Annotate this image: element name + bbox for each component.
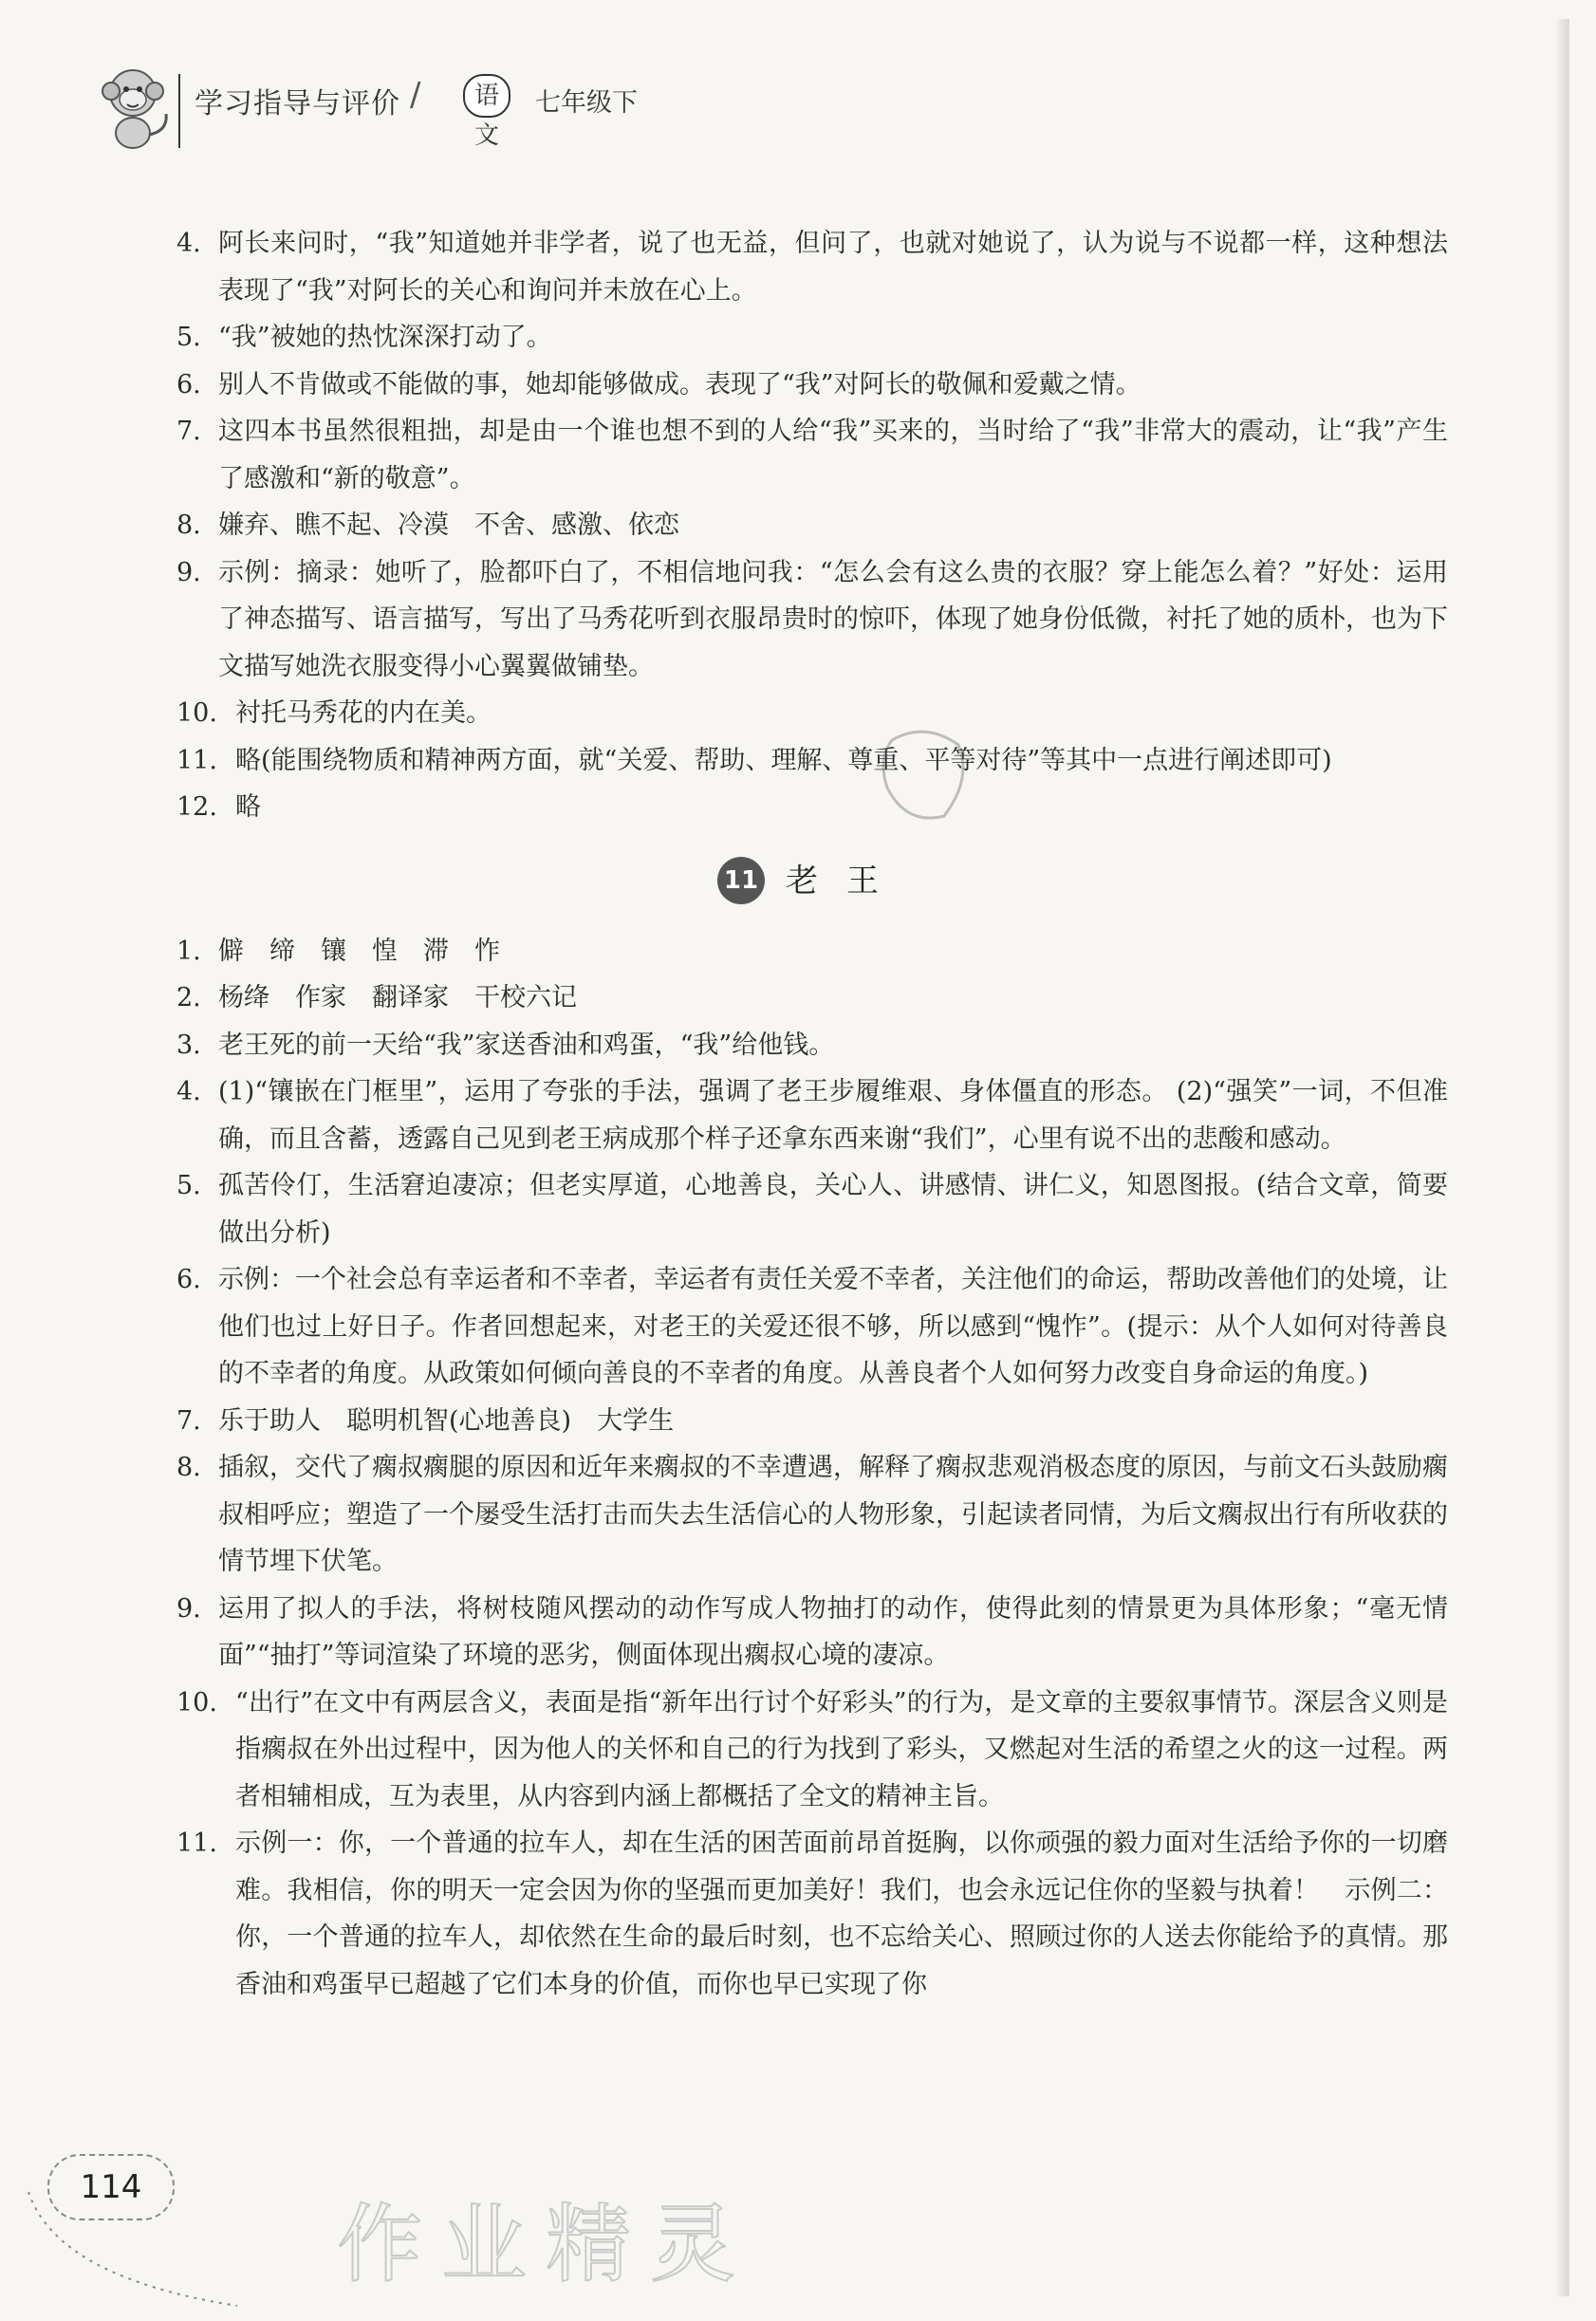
item-number: 1. xyxy=(176,936,201,966)
answer-item xyxy=(176,1444,1448,1586)
answer-item xyxy=(176,1162,1448,1256)
section-heading xyxy=(176,848,1448,911)
answer-item xyxy=(176,1586,1448,1680)
item-text: 运用了拟人的手法，将树枝随风摆动的动作写成人物抽打的动作，使得此刻的情景更为具体形象；“毫无情面”“抽打”等词渲染了环境的恶劣，侧面体现出瘸叔心境的凄凉。 xyxy=(218,1593,1448,1670)
item-text: (1)“镶嵌在门框里”，运用了夸张的手法，强调了老王步履维艰、身体僵直的形态。 (2)“强笑”一词，不但准确，而且含蓄，透露自己见到老王病成那个样子还拿东西来谢“我们”，心里有说不出的悲酸和感动。 xyxy=(218,1077,1448,1154)
item-number: 6. xyxy=(176,1265,201,1294)
item-text: 僻 缔 镶 惶 滞 怍 xyxy=(218,936,500,966)
answer-item xyxy=(176,408,1448,502)
section-title: 老王 xyxy=(786,862,907,900)
item-number: 3. xyxy=(176,1030,201,1060)
answer-item xyxy=(176,975,1448,1022)
item-text: 孤苦伶仃，生活窘迫凄凉；但老实厚道，心地善良，关心人、讲感情、讲仁义，知恩图报。(结合文章，简要做出分析) xyxy=(218,1171,1448,1248)
faded-stamp-icon xyxy=(878,721,973,826)
answer-item xyxy=(176,362,1448,409)
item-number: 11. xyxy=(176,1829,217,1858)
item-text: 阿长来问时，“我”知道她并非学者，说了也无益，但问了，也就对她说了，认为说与不说都一样，这种想法表现了“我”对阿长的关心和询问并未放在心上。 xyxy=(218,229,1448,306)
item-number: 7. xyxy=(176,1405,201,1436)
answer-item xyxy=(176,1820,1448,2008)
item-text: 示例一：你，一个普通的拉车人，却在生活的困苦面前昂首挺胸，以你顽强的毅力面对生活给予你的一切磨难。我相信，你的明天一定会因为你的坚强而更加美好！我们，也会永远记住你的坚毅与执着！ 示例二：你，一个普通的拉车人，却依然在生命的最后时刻，也不忘给关心、照顾过你的人送去你能给予的真情。那香油和鸡蛋早已超越了它们本身的价值，而你也早已实现了你 xyxy=(235,1829,1448,1999)
answer-item xyxy=(176,737,1448,785)
item-text: 示例：一个社会总有幸运者和不幸者，幸运者有责任关爱不幸者，关注他们的命运，帮助改善他们的处境，让他们也过上好日子。作者回想起来，对老王的关爱还很不够，所以感到“愧怍”。(提示：从个人如何对待善良的不幸者的角度。从政策如何倾向善良的不幸者的角度。从善良者个人如何努力改变自身命运的角度。) xyxy=(218,1265,1448,1388)
answer-item xyxy=(176,502,1448,549)
item-number: 9. xyxy=(176,1593,201,1624)
header-slash: / xyxy=(410,76,421,114)
item-number: 8. xyxy=(176,1453,201,1482)
item-number: 5. xyxy=(176,323,201,352)
item-number: 9. xyxy=(176,557,201,587)
section-number-badge: 11 xyxy=(717,857,765,904)
answer-item xyxy=(176,1256,1448,1398)
answer-item xyxy=(176,1068,1448,1162)
header-divider xyxy=(178,74,180,148)
item-number: 5. xyxy=(176,1171,201,1200)
answer-item xyxy=(176,314,1448,362)
item-number: 4. xyxy=(176,229,201,258)
answer-item xyxy=(176,690,1448,737)
page-number: 114 xyxy=(47,2154,175,2220)
answer-item xyxy=(176,1398,1448,1445)
monkey-mascot-icon xyxy=(90,57,176,152)
item-text: 老王死的前一天给“我”家送香油和鸡蛋，“我”给他钱。 xyxy=(218,1030,835,1060)
answer-item xyxy=(176,1680,1448,1821)
answer-item xyxy=(176,549,1448,691)
item-text: 别人不肯做或不能做的事，她却能够做成。表现了“我”对阿长的敬佩和爱戴之情。 xyxy=(218,369,1141,399)
answer-item xyxy=(176,220,1448,314)
item-number: 4. xyxy=(176,1077,201,1106)
answer-item xyxy=(176,1022,1448,1069)
item-number: 2. xyxy=(176,983,201,1012)
answer-item xyxy=(176,928,1448,975)
subject-badge: 语文 xyxy=(463,74,510,118)
item-number: 11. xyxy=(176,745,217,775)
item-text: 略(能围绕物质和精神两方面，就“关爱、帮助、理解、尊重、平等对待”等其中一点进行阐述即可) xyxy=(235,745,1332,775)
item-text: 杨绛 作家 翻译家 干校六记 xyxy=(218,983,577,1012)
item-text: 插叙，交代了瘸叔瘸腿的原因和近年来瘸叔的不幸遭遇，解释了瘸叔悲观消极态度的原因，与前文石头鼓励瘸叔相呼应；塑造了一个屡受生活打击而失去生活信心的人物形象，引起读者同情，为后文瘸叔出行有所收获的情节埋下伏笔。 xyxy=(218,1453,1448,1576)
grade-label: 七年级下 xyxy=(535,88,638,118)
watermark: 作业精灵 xyxy=(337,2195,754,2294)
answer-content xyxy=(176,220,1448,2008)
answer-item xyxy=(176,784,1448,831)
item-number: 7. xyxy=(176,417,201,446)
item-text: “我”被她的热忱深深打动了。 xyxy=(218,323,552,352)
item-text: 示例：摘录：她听了，脸都吓白了，不相信地问我：“怎么会有这么贵的衣服？穿上能怎么着？”好处：运用了神态描写、语言描写，写出了马秀花听到衣服昂贵时的惊吓，体现了她身份低微，衬托了她的质朴，也为下文描写她洗衣服变得小心翼翼做铺垫。 xyxy=(218,557,1448,681)
item-number: 12. xyxy=(176,792,217,822)
item-text: 略 xyxy=(235,792,261,822)
item-number: 10. xyxy=(176,1687,217,1718)
item-number: 8. xyxy=(176,511,201,540)
item-text: 嫌弃、瞧不起、冷漠 不舍、感激、依恋 xyxy=(218,511,679,540)
item-number: 6. xyxy=(176,369,201,399)
page-edge-shadow xyxy=(1556,19,1569,2296)
book-title: 学习指导与评价 xyxy=(195,87,400,121)
item-text: 乐于助人 聪明机智(心地善良) 大学生 xyxy=(218,1405,675,1436)
item-text: 衬托马秀花的内在美。 xyxy=(235,698,492,728)
item-text: “出行”在文中有两层含义，表面是指“新年出行讨个好彩头”的行为，是文章的主要叙事情节。深层含义则是指瘸叔在外出过程中，因为他人的关怀和自己的行为找到了彩头，又燃起对生活的希望之火的这一过程。两者相辅相成，互为表里，从内容到内涵上都概括了全文的精神主旨。 xyxy=(235,1687,1448,1811)
item-text: 这四本书虽然很粗拙，却是由一个谁也想不到的人给“我”买来的，当时给了“我”非常大的震动，让“我”产生了感激和“新的敬意”。 xyxy=(218,417,1448,493)
item-number: 10. xyxy=(176,698,217,728)
